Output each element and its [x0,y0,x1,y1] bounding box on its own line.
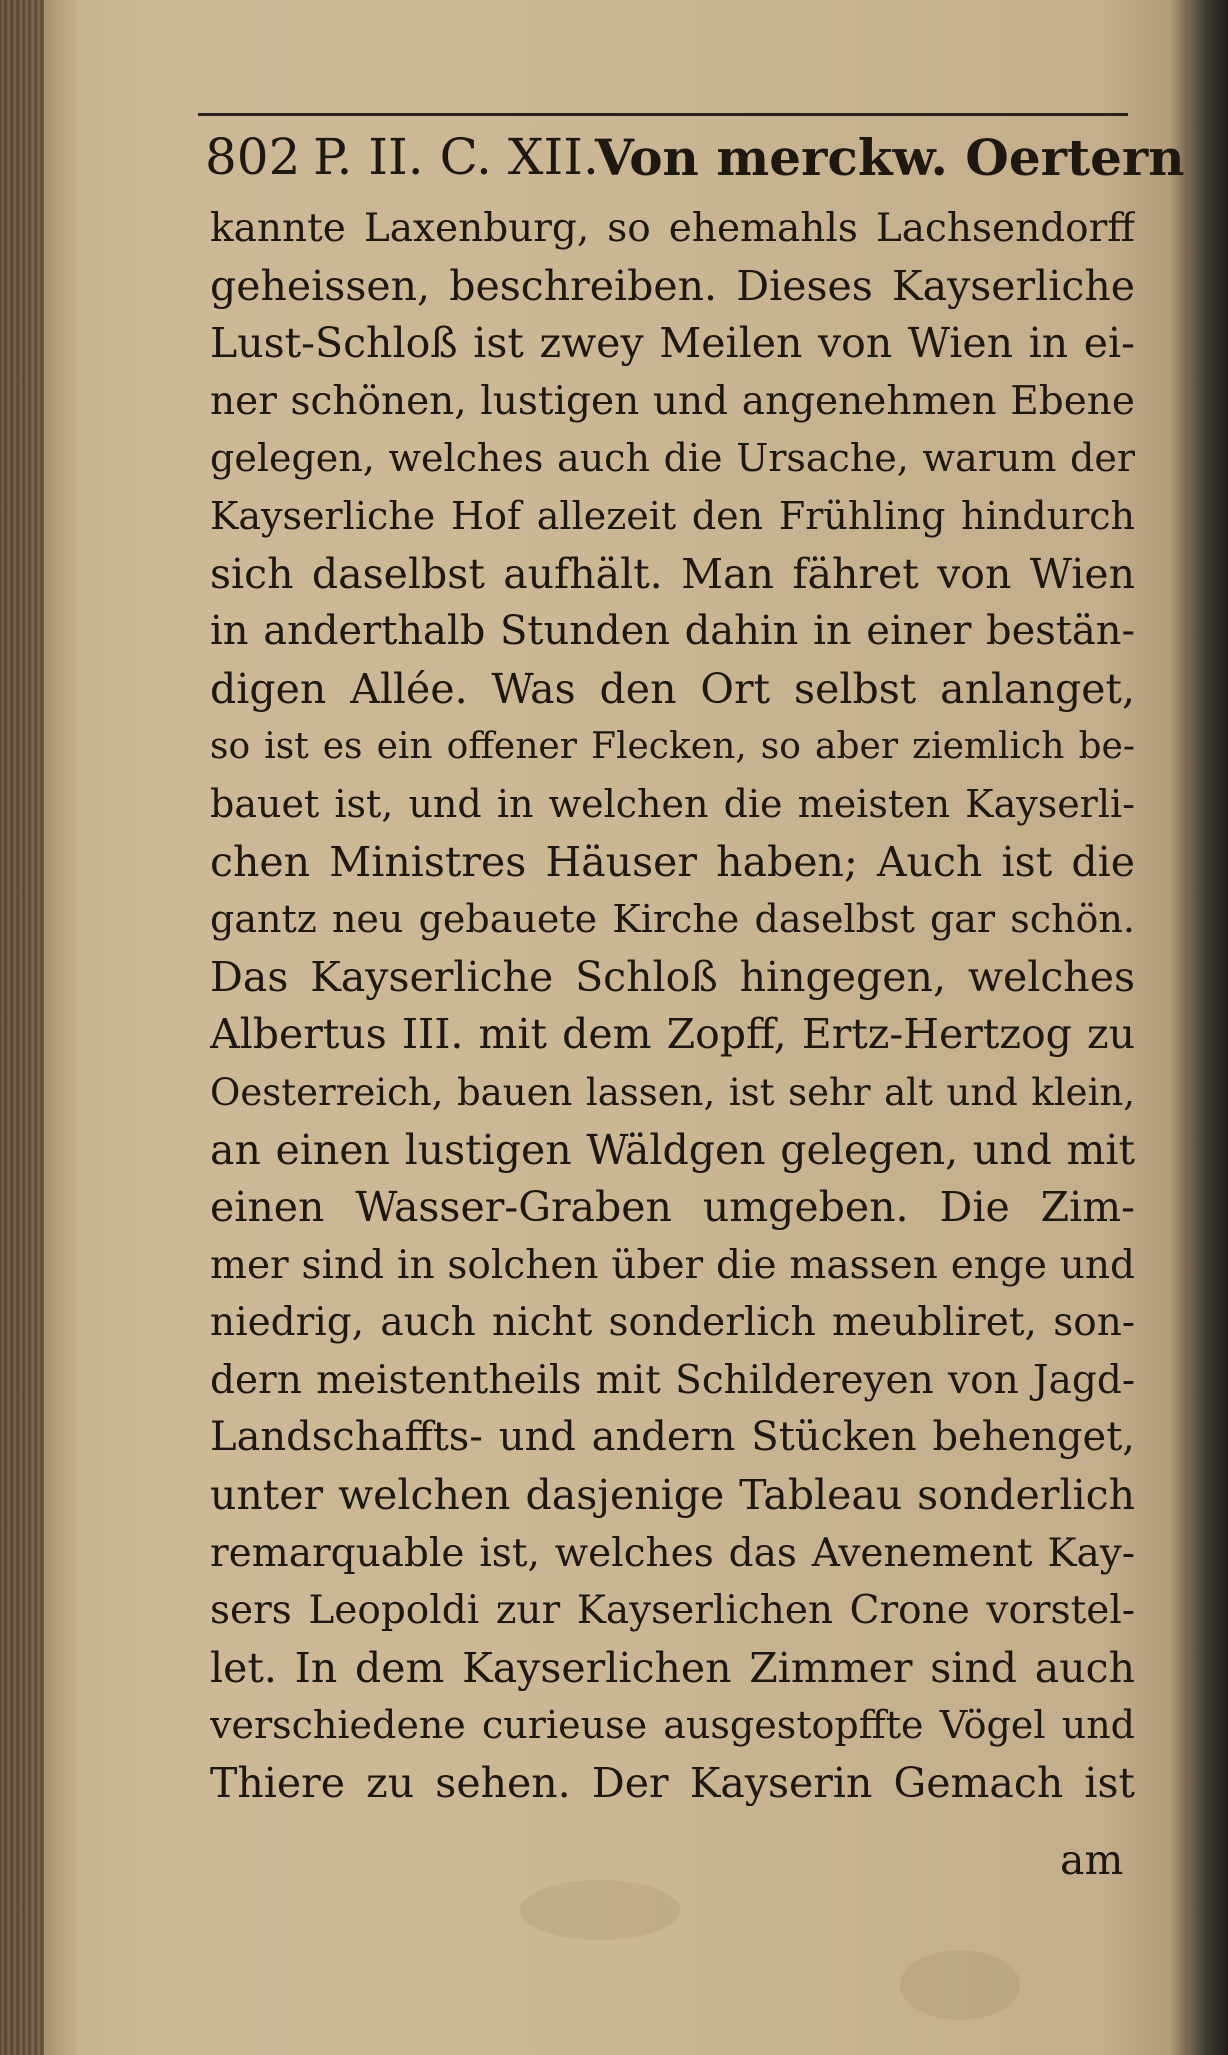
text-line: ner schönen, lustigen und angenehmen Ebene [210,378,1135,424]
text-line: Landschaffts- und andern Stücken behenget, [210,1414,1135,1461]
text-line: bauet ist, und in welchen die meisten Kayserli- [210,781,1135,826]
paper-stain [900,1950,1020,2020]
text-line: Albertus III. mit dem Zopff, Ertz-Hertzog zu [210,1010,1135,1059]
running-header [205,120,1185,190]
text-line: chen Ministres Häuser haben; Auch ist die [210,837,1135,886]
text-line: geheissen, beschreiben. Dieses Kayserliche [210,261,1135,310]
text-line: kannte Laxenburg, so ehemahls Lachsendorff [210,206,1135,251]
text-line: let. In dem Kayserlichen Zimmer sind auch [210,1643,1135,1692]
text-line: dern meistentheils mit Schildereyen von Jagd- [210,1357,1135,1403]
catchword: am [1060,1836,1124,1884]
header-rule [198,113,1128,116]
text-line: sich daselbst aufhält. Man fähret von Wien [210,549,1135,598]
text-line: digen Allée. Was den Ort selbst anlanget, [210,664,1135,713]
body-text [210,200,1135,1813]
text-line: Kayserliche Hof allezeit den Frühling hindurch [210,493,1135,538]
text-line: mer sind in solchen über die massen enge und [210,1242,1135,1288]
text-line: an einen lustigen Wäldgen gelegen, und mit [210,1125,1135,1174]
text-line: Das Kayserliche Schloß hingegen, welches [210,952,1135,1001]
text-line: einen Wasser-Graben umgeben. Die Zim- [210,1183,1135,1232]
text-line: gantz neu gebauete Kirche daselbst gar schön. [210,897,1135,942]
page-edge-left [0,0,44,2055]
text-line: unter welchen dasjenige Tableau sonderlich [210,1471,1135,1520]
text-line: sers Leopoldi zur Kayserlichen Crone vorstel- [210,1588,1135,1634]
text-line: Lust-Schloß ist zwey Meilen von Wien in ei- [210,319,1135,368]
text-line: niedrig, auch nicht sonderlich meubliret, son- [210,1300,1135,1346]
running-title: Von merckw. Oertern [595,128,1185,187]
text-line: gelegen, welches auch die Ursache, warum der [210,436,1135,481]
text-line: Thiere zu sehen. Der Kayserin Gemach ist [210,1759,1135,1808]
section-marker: P. II. C. XII. [313,128,599,186]
text-line: so ist es ein offener Flecken, so aber ziemlich be- [210,726,1135,768]
page-edge-right [1188,0,1228,2055]
text-line: Oesterreich, bauen lassen, ist sehr alt und klein, [210,1070,1135,1114]
paper-stain [520,1880,680,1940]
page-number: 802 [205,128,301,186]
text-line: verschiedene curieuse ausgestopffte Vögel und [210,1703,1135,1748]
text-line: remarquable ist, welches das Avenement Kay- [210,1530,1135,1576]
text-line: in anderthalb Stunden dahin in einer bestän- [210,608,1135,655]
